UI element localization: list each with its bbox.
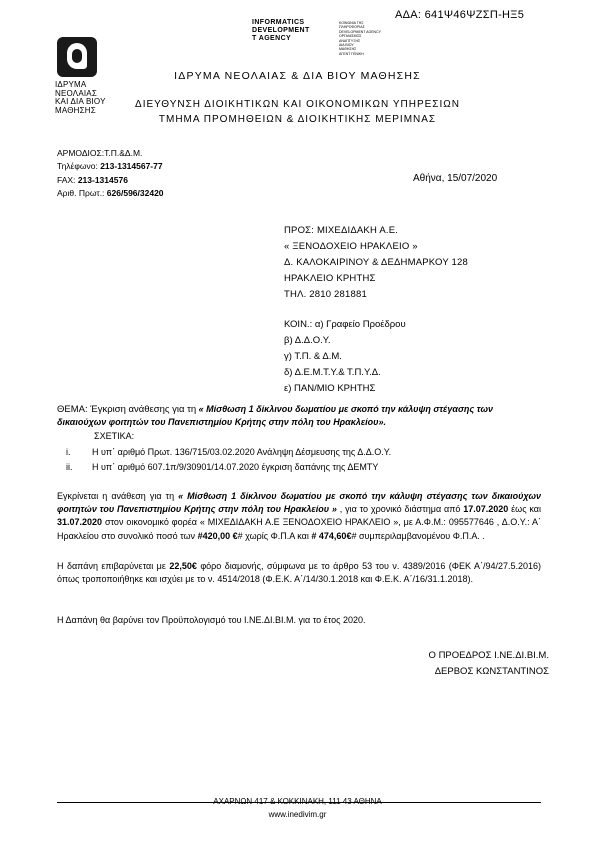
p1-part-a: Εγκρίνεται η ανάθεση για τη xyxy=(57,491,175,501)
infosoc-line-2: DEVELOPMENT xyxy=(252,27,310,34)
armodios-label: ΑΡΜΟΔΙΟΣ: xyxy=(57,148,105,158)
tax-paragraph xyxy=(57,560,541,586)
logo-line-3: ΚΑΙ ΔΙΑ ΒΙΟΥ xyxy=(55,97,106,106)
infosoc-line-3: T AGENCY xyxy=(252,35,292,42)
phone-value: 213-1314567-77 xyxy=(100,161,163,172)
recipient-line-2: « ΞΕΝΟΔΟΧΕΙΟ ΗΡΑΚΛΕΙΟ » xyxy=(284,241,418,252)
p1-date-to: 31.07.2020 xyxy=(57,517,103,528)
org-title: ΙΔΡΥΜΑ ΝΕΟΛΑΙΑΣ & ΔΙΑ ΒΙΟΥ ΜΑΘΗΣΗΣ xyxy=(174,70,421,82)
cc-block xyxy=(284,317,406,397)
p1-part-b: , για το χρονικό διάστημα από xyxy=(339,504,461,515)
infosoc-logo xyxy=(252,19,381,56)
infosoc-small-5: ΑΝΑΠΤΥΞΗΣ xyxy=(339,38,361,43)
department-line-2: ΤΜΗΜΑ ΠΡΟΜΗΘΕΙΩΝ & ΔΙΟΙΚΗΤΙΚΗΣ ΜΕΡΙΜΝΑΣ xyxy=(158,114,437,125)
p1-part-f: # συμπεριλαμβανομένου Φ.Π.Α. . xyxy=(351,530,485,541)
footer-website[interactable]: www.inedivim.gr xyxy=(268,810,327,819)
cc-line-5: ε) ΠΑΝ/ΜΙΟ ΚΡΗΤΗΣ xyxy=(284,383,376,394)
infosoc-line-1: INFORMATICS xyxy=(252,19,305,26)
recipient-block xyxy=(284,223,468,303)
cc-line-1: ΚΟΙΝ.: α) Γραφείο Προέδρου xyxy=(284,319,406,330)
p1-amount-net: #420,00 € xyxy=(197,530,238,541)
relevant-item xyxy=(66,462,379,472)
p2-part-b: φόρο διαμονής, σύμφωνα με το άρθρο 53 του ν. 4389/2016 (ΦΕΚ Α΄/94/27.5.2016) όπως τροποποιήθηκε και ισχύει με το ν. 4514/2018 (Φ.Ε.Κ. Α΄/14/30.1.2018 και Φ.Ε.Κ. Α΄/16/31.1.2018). xyxy=(57,561,541,585)
cc-line-3: γ) Τ.Π. & Δ.Μ. xyxy=(284,351,342,362)
p1-amount-gross: # 474,60€ xyxy=(311,530,352,541)
p2-part-a: Η δαπάνη επιβαρύνεται με xyxy=(57,561,166,571)
relevant-title: ΣΧΕΤΙΚΑ: xyxy=(94,431,135,441)
logo-line-1: ΙΔΡΥΜΑ xyxy=(55,80,87,89)
relevant-item-text: Η υπ΄ αριθμό Πρωτ. 136/715/03.02.2020 Ανάληψη Δέσμευσης της Δ.Δ.Ο.Υ. xyxy=(92,447,392,457)
armodios-row xyxy=(57,147,164,160)
cc-line-2: β) Δ.Δ.Ο.Υ. xyxy=(284,335,331,346)
infosoc-small-text xyxy=(339,21,399,56)
subject-label: ΘΕΜΑ: Έγκριση ανάθεσης για τη xyxy=(57,404,197,415)
fax-label: FAX: xyxy=(57,174,76,185)
subject-text: « Μίσθωση 1 δίκλινου δωματίου με σκοπό την κάλυψη στέγασης των δικαιούχων φοιτητών του Πανεπιστημίου Κρήτης στην πόλη του Ηρακλείου». xyxy=(57,404,494,427)
subject xyxy=(57,403,541,429)
document-date: Αθήνα, 15/07/2020 xyxy=(413,173,498,184)
p1-part-c: έως και xyxy=(511,504,541,515)
recipient-line-1: ΠΡΟΣ: ΜΙΧΕΔΙΔΑΚΗ Α.Ε. xyxy=(284,225,399,236)
signature-role: Ο ΠΡΟΕΔΡΟΣ Ι.ΝΕ.ΔΙ.ΒΙ.Μ. xyxy=(428,650,549,661)
relevant-item xyxy=(66,447,392,457)
fax-value: 213-1314576 xyxy=(77,174,128,185)
budget-paragraph: Η Δαπάνη θα βαρύνει τον Προϋπολογισμό του Ι.ΝΕ.ΔΙ.ΒΙ.Μ. για το έτος 2020. xyxy=(57,615,366,625)
cc-line-4: δ) Δ.Ε.Μ.Τ.Υ.& Τ.Π.Υ.Δ. xyxy=(284,367,381,378)
signature-name: ΔΕΡΒΟΣ ΚΩΝΣΤΑΝΤΙΝΟΣ xyxy=(434,666,549,677)
ada-code: ΑΔΑ: 641Ψ46ΨΖΣΠ-ΗΞ5 xyxy=(395,9,525,21)
p1-part-e: # χωρίς Φ.Π.Α και xyxy=(237,530,309,541)
recipient-line-4: ΗΡΑΚΛΕΙΟ ΚΡΗΤΗΣ xyxy=(284,273,376,284)
p1-service-title: « Μίσθωση 1 δίκλινου δωματίου με σκοπό την κάλυψη στέγασης των δικαιούχων φοιτητών του Πανεπιστημίου Κρήτης στην πόλη του Ηρακλείου » xyxy=(57,491,541,515)
logo-line-2: ΝΕΟΛΑΙΑΣ xyxy=(55,88,97,98)
protocol-row xyxy=(57,187,164,200)
relevant-item-num: i. xyxy=(66,447,71,457)
relevant-item-text: Η υπ΄ αριθμό 607.1π/9/30901/14.07.2020 έγκριση δαπάνης της ΔΕΜΤΥ xyxy=(92,462,379,472)
relevant-item-num: ii. xyxy=(66,462,73,472)
logo-line-4: ΜΑΘΗΣΗΣ xyxy=(55,105,96,115)
recipient-line-5: ΤΗΛ. 2810 281881 xyxy=(284,289,367,300)
phone-row xyxy=(57,160,164,173)
department-line-1: ΔΙΕΥΘΥΝΣΗ ΔΙΟΙΚΗΤΙΚΩΝ ΚΑΙ ΟΙΚΟΝΟΜΙΚΩΝ ΥΠΗΡΕΣΙΩΝ xyxy=(135,99,460,110)
infosoc-small-1: ΚΟΙΝΩΝΙΑ ΤΗΣ xyxy=(339,21,364,25)
sender-info xyxy=(57,147,164,201)
p1-part-d: στον οικονομικό φορέα « ΜΙΧΕΔΙΔΑΚΗ Α.Ε ΞΕΝΟΔΟΧΕΙΟ ΗΡΑΚΛΕΙΟ », με Α.Φ.Μ.: 095577646 , Δ.Ο.Υ.: Α΄ Ηρακλείου στο συνολικό ποσό των xyxy=(57,517,541,541)
infosoc-small-8: ΑΓΕΝΤ ΓΕΝΙΚΗ xyxy=(339,51,364,56)
protocol-label: Αριθ. Πρωτ.: xyxy=(57,188,105,199)
fax-row xyxy=(57,174,164,187)
phone-label: Τηλέφωνο: xyxy=(57,161,98,172)
infosoc-small-6: ΔΙΑ ΒΙΟΥ xyxy=(339,43,354,48)
footer-address: ΑΧΑΡΝΩΝ 417 & ΚΟΚΚΙΝΑΚΗ, 111 43 ΑΘΗΝΑ xyxy=(213,797,382,806)
recipient-line-3: Δ. ΚΑΛΟΚΑΙΡΙΝΟΥ & ΔΕΔΗΜΑΡΚΟΥ 128 xyxy=(284,257,468,268)
infosoc-small-2: ΠΛΗΡΟΦΟΡΙΑΣ xyxy=(339,25,365,30)
p1-date-from: 17.07.2020 xyxy=(463,504,509,515)
protocol-value: 626/596/32420 xyxy=(106,188,164,199)
p2-amount: 22,50€ xyxy=(169,561,197,571)
infosoc-small-7: ΜΑΘΗΣΗΣ xyxy=(339,47,357,52)
armodios-value: Τ.Π.&Δ.Μ. xyxy=(104,148,143,158)
approval-paragraph xyxy=(57,490,541,543)
infosoc-small-3: DEVELOPMENT AGENCY xyxy=(339,29,381,34)
infosoc-small-4: ΟΡΓΑΝΙΣΜΟΣ xyxy=(339,34,362,39)
